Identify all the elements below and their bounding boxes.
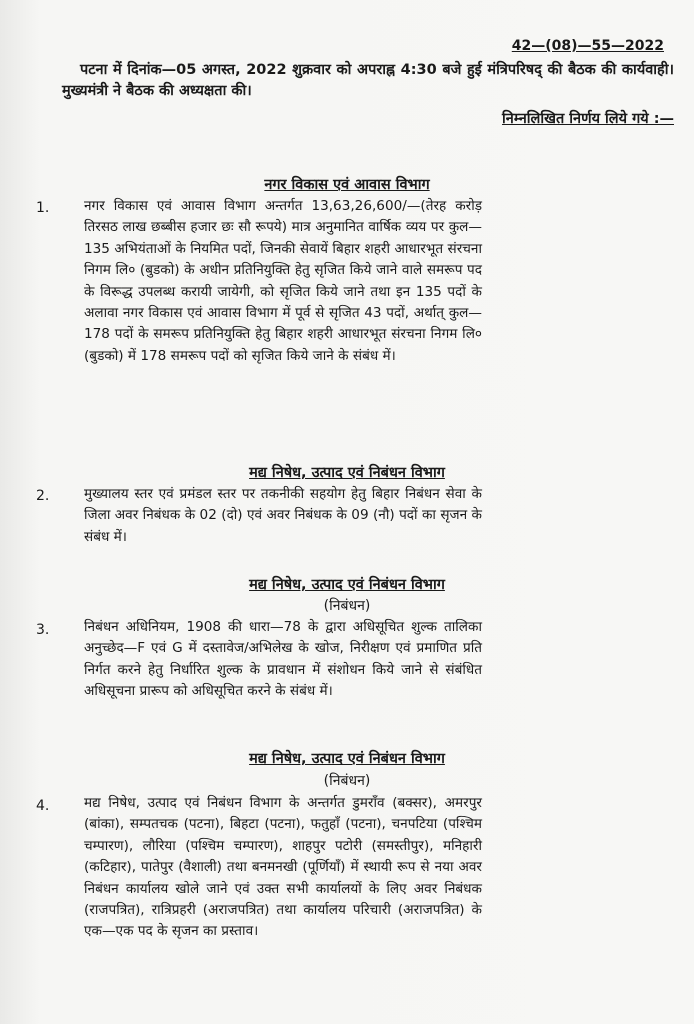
item-number: 4. (36, 798, 50, 814)
department-subheading: (निबंधन) (323, 773, 371, 789)
department-heading: मद्य निषेध, उत्पाद एवं निबंधन विभाग (249, 577, 445, 593)
item-number: 3. (36, 622, 50, 638)
reference-number: 42—(08)—55—2022 (511, 38, 664, 54)
item-number: 2. (36, 488, 50, 504)
decision-text: नगर विकास एवं आवास विभाग अन्तर्गत 13,63,26,600/—(तेरह करोड़ तिरसठ लाख छब्बीस हजार छः सौ रूपये) मात्र अनुमानित वार्षिक व्यय पर कुल—135 अभियंताओं के नियमित पदों, जिनकी सेवायें बिहार शहरी आधारभूत संरचना निगम लि० (बुडको) के अधीन प्रतिनियुक्ति हेतु सृजित किये जाने वाले समरूप पद के विरूद्ध उपलब्ध करायी जायेगी, को सृजित किये जाने तथा इन 135 पदों के अलावा नगर विकास एवं आवास विभाग में पूर्व से सृजित 43 पदों, अर्थात् कुल—178 पदों के समरूप प्रतिनियुक्ति हेतु बिहार शहरी आधारभूत संरचना निगम लि० (बुडको) में 178 समरूप पदों को सृजित किये जाने के संबंध में। (84, 198, 482, 364)
decision-text: निबंधन अधिनियम, 1908 की धारा—78 के द्वारा अधिसूचित शुल्क तालिका अनुच्छेद—F एवं G में दस्तावेज/अभिलेख के खोज, निरीक्षण एवं प्रमाणित प्रति निर्गत करने हेतु निर्धारित शुल्क के प्रावधान में संशोधन किये जाने से संबंधित अधिसूचना प्रारूप को अधिसूचित करने के संबंध में। (84, 619, 482, 700)
decision-text: मद्य निषेध, उत्पाद एवं निबंधन विभाग के अन्तर्गत डुमराँव (बक्सर), अमरपुर (बांका), सम्पतचक (पटना), बिहटा (पटना), फतुहाँ (पटना), चनपटिया (पश्चिम चम्पारण), लौरिया (पश्चिम चम्पारण), शाहपुर पटोरी (समस्तीपुर), मनिहारी (कटिहार), पातेपुर (वैशाली) तथा बनमनखी (पूर्णियाँ) में स्थायी रूप से नया अवर निबंधन कार्यालय खोले जाने एवं उक्त सभी कार्यालयों के लिए अवर निबंधक (राजपत्रित), रात्रिप्रहरी (अराजपत्रित) तथा कार्यालय परिचारी (अराजपत्रित) के एक—एक पद के सृजन का प्रस्ताव। (84, 795, 482, 940)
decisions-heading: निम्नलिखित निर्णय लिये गये :— (502, 111, 674, 127)
item-number: 1. (36, 200, 50, 216)
department-heading: मद्य निषेध, उत्पाद एवं निबंधन विभाग (249, 751, 445, 767)
department-heading: मद्य निषेध, उत्पाद एवं निबंधन विभाग (249, 465, 445, 481)
meeting-intro: पटना में दिनांक—05 अगस्त, 2022 शुक्रवार को अपराह्न 4:30 बजे हुई मंत्रिपरिषद् की बैठक की कार्यवाही। मुख्यमंत्री ने बैठक की अध्यक्षता की। (62, 62, 674, 99)
department-heading: नगर विकास एवं आवास विभाग (264, 177, 430, 193)
department-subheading: (निबंधन) (323, 598, 371, 614)
decision-text: मुख्यालय स्तर एवं प्रमंडल स्तर पर तकनीकी सहयोग हेतु बिहार निबंधन सेवा के जिला अवर निबंधक के 02 (दो) एवं अवर निबंधक के 09 (नौ) पदों का सृजन के संबंध में। (84, 486, 482, 545)
